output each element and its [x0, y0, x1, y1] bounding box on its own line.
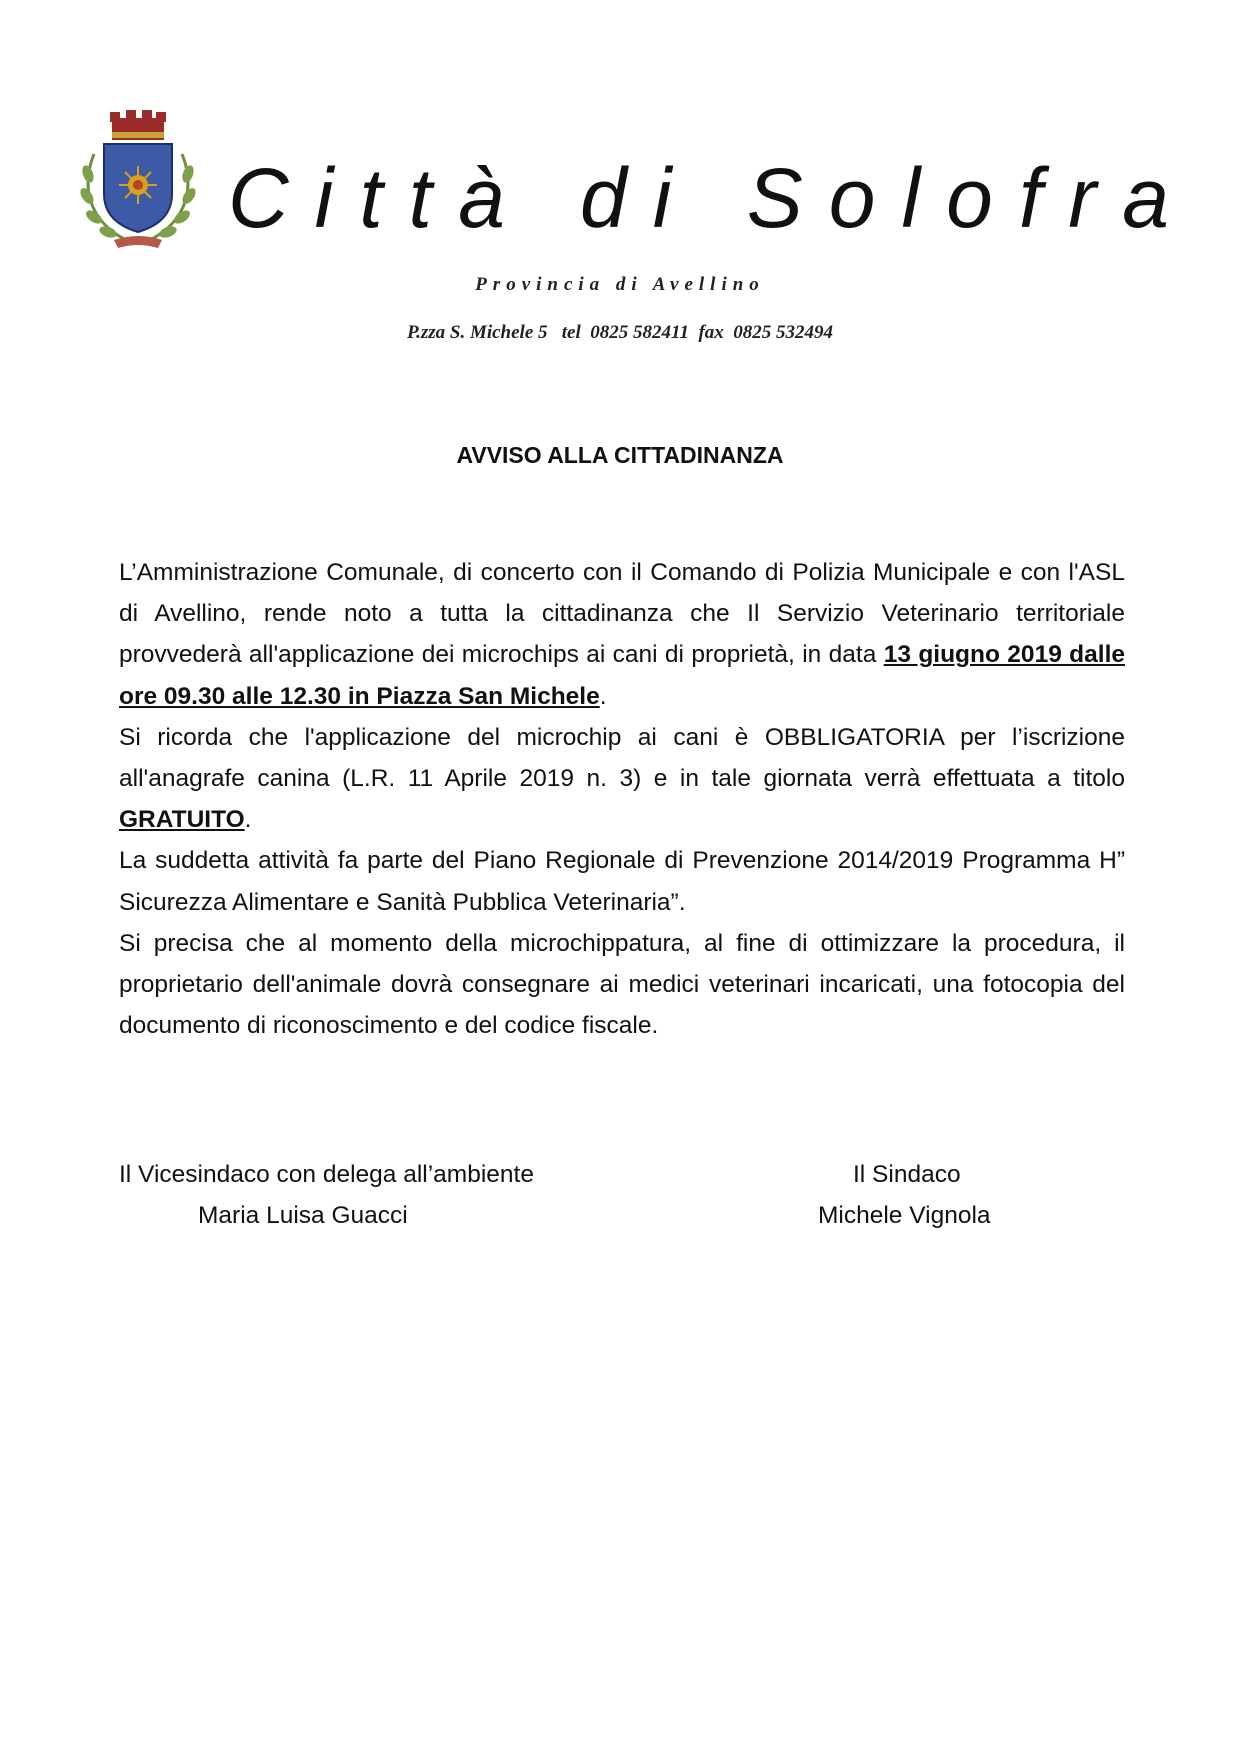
vice-mayor-name: Maria Luisa Guacci	[198, 1202, 408, 1229]
paragraph-announcement	[119, 552, 1125, 717]
paragraph-obligation	[119, 717, 1125, 841]
vice-mayor-role: Il Vicesindaco con delega all’ambiente	[119, 1161, 534, 1188]
obligation-end: .	[244, 806, 252, 834]
free-of-charge-emphasis: GRATUITO	[119, 806, 245, 834]
announcement-text: L’Amministrazione Comunale, di concerto con il Comando di Polizia Municipale e con l'ASL di Avellino, rende noto a tutta la cittadinanza che Il Servizio Veterinario territoriale provvederà all'applicazione dei microchips ai cani di proprietà, in data	[119, 559, 1125, 669]
notice-title: AVVISO ALLA CITTADINANZA	[456, 442, 784, 468]
obligation-text: Si ricorda che l'applicazione del microchip ai cani è OBBLIGATORIA per l’iscrizione all'anagrafe canina (L.R. 11 Aprile 2019 n. 3) e in tale giornata verrà effettuata a titolo	[119, 723, 1125, 793]
paragraph-requirements: Si precisa che al momento della microchippatura, al fine di ottimizzare la procedura, il proprietario dell'animale dovrà consegnare ai medici veterinari incaricati, una fotocopia del documento di riconoscimento e del codice fiscale.	[119, 929, 1125, 1040]
announcement-end: .	[599, 682, 607, 710]
province-line: Provincia di Avellino	[475, 274, 765, 295]
mayor-role: Il Sindaco	[853, 1161, 961, 1188]
address-line: P.zza S. Michele 5 tel 0825 582411 fax 0825 532494	[406, 322, 834, 343]
notice-body	[119, 552, 1125, 1046]
city-coat-of-arms-icon	[74, 104, 202, 252]
event-date-emphasis: 13 giugno 2019 dalle ore 09.30 alle 12.30 in Piazza San Michele	[119, 641, 1126, 710]
paragraph-program: La suddetta attività fa parte del Piano Regionale di Prevenzione 2014/2019 Programma H” Sicurezza Alimentare e Sanità Pubblica Veterinaria”.	[119, 847, 1125, 916]
city-title: Città di Solofra	[228, 151, 1195, 245]
mayor-name: Michele Vignola	[818, 1202, 991, 1229]
